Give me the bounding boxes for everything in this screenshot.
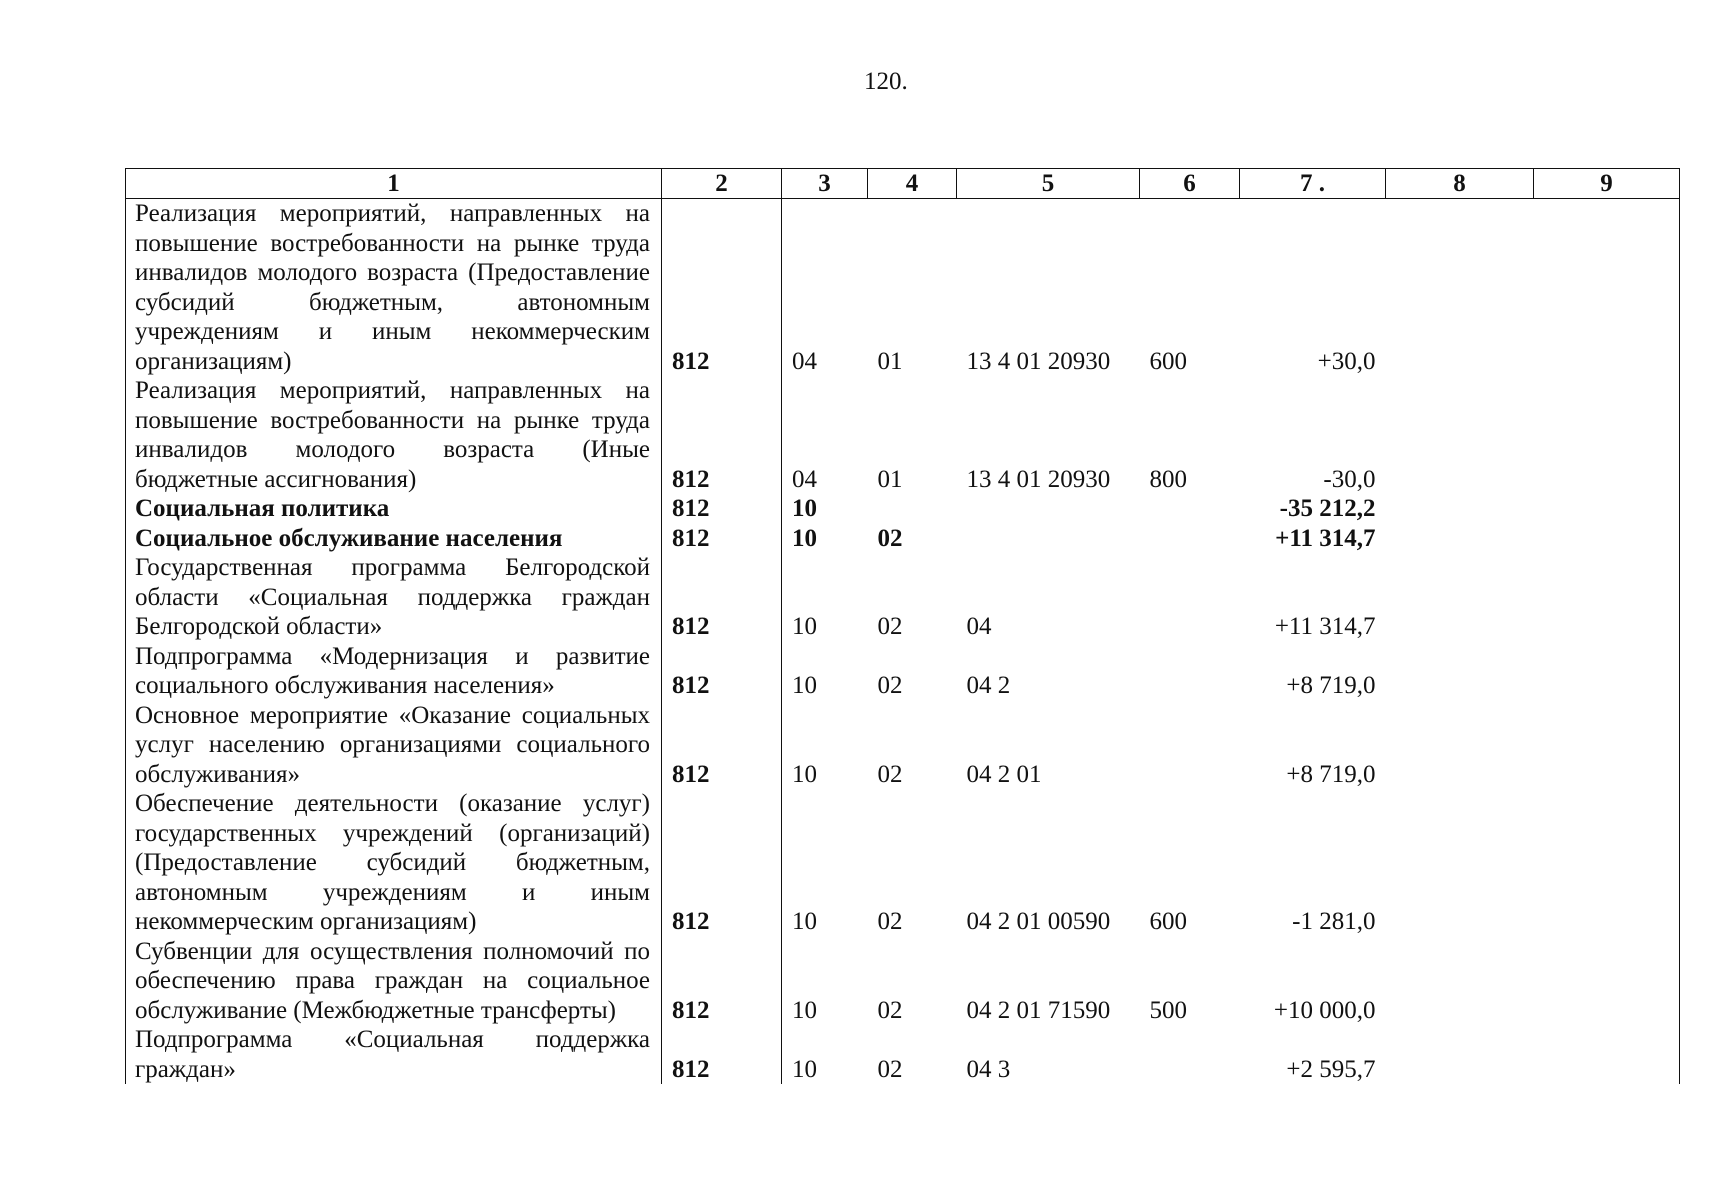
row-expense-type (1140, 553, 1240, 642)
table-row (126, 642, 1680, 701)
row-target-item: 04 2 01 00590 (966, 908, 1111, 935)
header-col-4: 4 (868, 169, 957, 199)
row-amount: -30,0 (1323, 465, 1376, 493)
row-empty-col-9 (1534, 376, 1680, 494)
header-col-8: 8 (1386, 169, 1534, 199)
row-amount: +30,0 (1317, 347, 1376, 375)
table-body (126, 199, 1680, 1085)
row-name: Подпрограмма «Социальная поддержка граждан» (126, 1025, 662, 1084)
row-expense-type: 600 (1149, 908, 1187, 935)
row-section: 04 (782, 199, 868, 377)
row-target-item: 04 (966, 613, 992, 640)
row-code: 812 (662, 1025, 782, 1084)
row-section: 10 (782, 642, 868, 701)
row-target-item: 04 3 (966, 1055, 1011, 1083)
row-name: Субвенции для осуществления полномочий по обеспечению права граждан на социальное обслуживание (Межбюджетные трансферты) (126, 937, 662, 1026)
row-name: Основное мероприятие «Оказание социальных услуг населению организациями социального обслуживания» (126, 701, 662, 790)
row-target-item: 13 4 01 20930 (966, 465, 1111, 493)
row-subsection: 02 (877, 996, 903, 1024)
row-subsection (868, 494, 957, 524)
row-section: 10 (782, 701, 868, 790)
row-subsection: 01 (877, 465, 903, 493)
row-empty-col-8 (1386, 789, 1534, 937)
row-empty-col-8 (1386, 1025, 1534, 1084)
row-subsection: 02 (877, 1055, 903, 1083)
row-code: 812 (662, 199, 782, 377)
row-section: 10 (782, 524, 868, 554)
row-code: 812 (662, 524, 782, 554)
row-empty-col-9 (1534, 1025, 1680, 1084)
table-header (126, 169, 1680, 199)
row-empty-col-9 (1534, 199, 1680, 377)
row-empty-col-9 (1534, 553, 1680, 642)
row-empty-col-8 (1386, 701, 1534, 790)
row-name: Реализация мероприятий, направленных на повышение востребованности на рынке труда инвалидов молодого возраста (Иные бюджетные ассигнования) (126, 376, 662, 494)
table-row (126, 494, 1680, 524)
row-amount: +8 719,0 (1286, 760, 1376, 788)
row-empty-col-8 (1386, 553, 1534, 642)
header-row (126, 169, 1680, 199)
row-name: Реализация мероприятий, направленных на повышение востребованности на рынке труда инвалидов молодого возраста (Предоставление субсидий бюджетным, автономным учреждениям и иным некоммерческим организациям) (126, 199, 662, 377)
row-section: 04 (782, 376, 868, 494)
header-col-3: 3 (782, 169, 868, 199)
row-amount: +11 314,7 (1274, 613, 1376, 640)
row-empty-col-8 (1386, 376, 1534, 494)
table-row (126, 199, 1680, 377)
row-empty-col-8 (1386, 199, 1534, 377)
row-target-item: 04 2 01 (966, 760, 1042, 788)
row-expense-type: 600 (1149, 347, 1187, 375)
row-amount: -1 281,0 (1292, 908, 1376, 935)
table-row (126, 553, 1680, 642)
row-expense-type (1140, 642, 1240, 701)
row-expense-type (1140, 524, 1240, 554)
row-amount: +8 719,0 (1286, 672, 1376, 699)
row-empty-col-8 (1386, 524, 1534, 554)
row-empty-col-8 (1386, 494, 1534, 524)
row-empty-col-9 (1534, 937, 1680, 1026)
row-empty-col-8 (1386, 937, 1534, 1026)
row-code: 812 (662, 937, 782, 1026)
row-empty-col-9 (1534, 494, 1680, 524)
row-section: 10 (782, 789, 868, 937)
row-expense-type (1140, 494, 1240, 524)
row-subsection: 02 (877, 524, 903, 552)
row-empty-col-9 (1534, 789, 1680, 937)
row-code: 812 (662, 553, 782, 642)
table-row (126, 524, 1680, 554)
row-expense-type (1140, 701, 1240, 790)
row-code: 812 (662, 642, 782, 701)
row-expense-type (1140, 1025, 1240, 1084)
row-target-item (957, 524, 1140, 554)
row-amount: +11 314,7 (1275, 524, 1376, 552)
row-empty-col-9 (1534, 524, 1680, 554)
row-code: 812 (662, 494, 782, 524)
row-expense-type: 500 (1149, 996, 1187, 1024)
row-subsection: 02 (877, 613, 903, 640)
row-name: Государственная программа Белгородской области «Социальная поддержка граждан Белгородской области» (126, 553, 662, 642)
header-col-1: 1 (126, 169, 662, 199)
table-row (126, 701, 1680, 790)
row-code: 812 (662, 701, 782, 790)
row-target-item (957, 494, 1140, 524)
row-code: 812 (662, 376, 782, 494)
table-row (126, 1025, 1680, 1084)
table-row (126, 376, 1680, 494)
row-name: Социальная политика (126, 494, 662, 524)
row-code: 812 (662, 789, 782, 937)
row-target-item: 04 2 01 71590 (966, 996, 1111, 1024)
table-row (126, 789, 1680, 937)
row-name: Социальное обслуживание населения (126, 524, 662, 554)
header-col-2: 2 (662, 169, 782, 199)
row-subsection: 02 (877, 760, 903, 788)
row-empty-col-9 (1534, 642, 1680, 701)
row-target-item: 04 2 (966, 672, 1011, 699)
row-expense-type: 800 (1149, 465, 1187, 493)
row-empty-col-8 (1386, 642, 1534, 701)
row-section: 10 (782, 1025, 868, 1084)
row-empty-col-9 (1534, 701, 1680, 790)
header-col-9: 9 (1534, 169, 1680, 199)
header-col-7: 7 . (1240, 169, 1386, 199)
budget-table (125, 168, 1680, 1084)
header-col-5: 5 (957, 169, 1140, 199)
row-subsection: 02 (877, 672, 903, 699)
row-section: 10 (782, 494, 868, 524)
row-target-item: 13 4 01 20930 (966, 347, 1111, 375)
row-amount: +10 000,0 (1273, 996, 1376, 1024)
row-name: Обеспечение деятельности (оказание услуг) государственных учреждений (организаций) (Предоставление субсидий бюджетным, автономным учреждениям и иным некоммерческим организациям) (126, 789, 662, 937)
row-section: 10 (782, 937, 868, 1026)
row-name: Подпрограмма «Модернизация и развитие социального обслуживания населения» (126, 642, 662, 701)
budget-table-container (125, 168, 1679, 1083)
row-section: 10 (782, 553, 868, 642)
header-col-6: 6 (1140, 169, 1240, 199)
row-amount: -35 212,2 (1279, 495, 1376, 522)
table-row (126, 937, 1680, 1026)
row-amount: +2 595,7 (1286, 1055, 1376, 1083)
row-subsection: 01 (877, 347, 903, 375)
page-number: 120. (864, 68, 908, 95)
row-subsection: 02 (877, 908, 903, 935)
